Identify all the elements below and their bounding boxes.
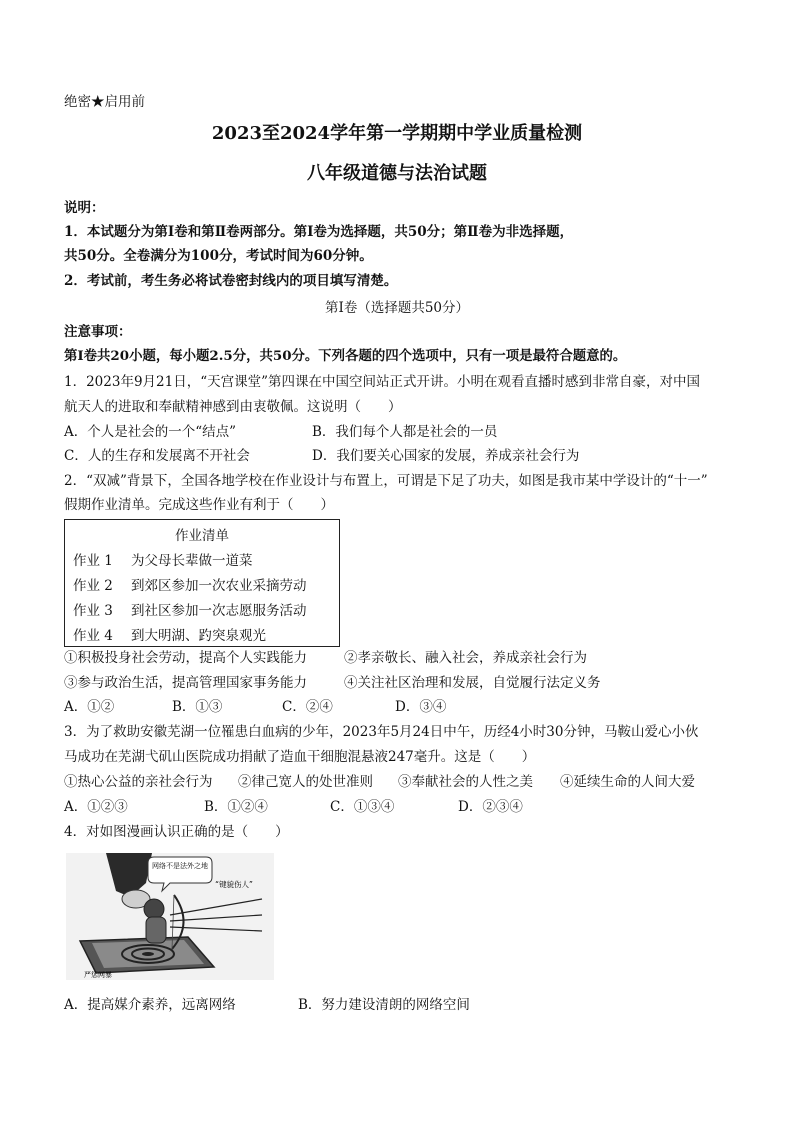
q2-statement-1: ①积极投身社会劳动，提高个人实践能力: [64, 650, 307, 666]
q1-stem-1: 1．2023年9月21日，“天宫课堂”第四课在中国空间站正式开讲。小明在观看直播时感到非常自豪，对中国: [64, 374, 701, 390]
notice-text: 第Ⅰ卷共20小题，每小题2.5分，共50分。下列各题的四个选项中，只有一项是最符合题意的。: [64, 348, 627, 364]
q2-option-a: A．①②: [64, 699, 115, 715]
q2-option-b: B．①③: [172, 699, 223, 715]
homework-list-title: 作业清单: [175, 528, 229, 544]
q1-stem-2: 航天人的进取和奉献精神感到由衷敬佩。这说明（ ）: [64, 399, 402, 415]
q3-option-b: B．①②④: [204, 799, 268, 815]
q3-stem-2: 马成功在芜湖弋矶山医院成功捐献了造血干细胞混悬液247毫升。这是（ ）: [64, 749, 536, 765]
q3-option-d: D．②③④: [458, 799, 523, 815]
q4-stem: 4．对如图漫画认识正确的是（ ）: [64, 824, 289, 840]
q2-stem-2: 假期作业清单。完成这些作业有利于（ ）: [64, 497, 334, 513]
table-row: 作业 2 到郊区参加一次农业采摘劳动: [73, 578, 307, 594]
notice-label: 注意事项：: [64, 324, 132, 340]
table-row: 作业 1 为父母长辈做一道菜: [73, 553, 253, 569]
q3-statement-2: ②律己宽人的处世准则: [238, 774, 373, 790]
homework-list-table: [64, 519, 340, 647]
q1-option-b: B．我们每个人都是社会的一员: [312, 424, 498, 440]
q1-option-c: C．人的生存和发展离不开社会: [64, 448, 250, 464]
q2-option-d: D．③④: [395, 699, 447, 715]
q2-statement-3: ③参与政治生活，提高管理国家事务能力: [64, 675, 307, 691]
q1-option-a: A．个人是社会的一个“结点”: [64, 424, 237, 440]
instructions-label: 说明：: [64, 200, 105, 216]
q2-statement-2: ②孝亲敬长、融入社会，养成亲社会行为: [344, 650, 587, 666]
table-row: 作业 3 到社区参加一次志愿服务活动: [73, 603, 307, 619]
instruction-line-3: 2．考试前，考生务必将试卷密封线内的项目填写清楚。: [64, 273, 398, 289]
table-row: 作业 4 到大明湖、趵突泉观光: [73, 628, 266, 644]
section-1-title: 第Ⅰ卷（选择题共50分）: [324, 300, 469, 316]
exam-subtitle: 八年级道德与法治试题: [307, 163, 487, 184]
instruction-line-1: 1．本试题分为第Ⅰ卷和第Ⅱ卷两部分。第Ⅰ卷为选择题，共50分；第Ⅱ卷为非选择题，: [64, 224, 574, 240]
secret-mark: 绝密★启用前: [64, 94, 145, 110]
q4-option-a: A．提高媒介素养，远离网络: [64, 997, 236, 1013]
q2-statement-4: ④关注社区治理和发展，自觉履行法定义务: [344, 675, 601, 691]
q3-option-c: C．①③④: [330, 799, 395, 815]
q1-option-d: D．我们要关心国家的发展，养成亲社会行为: [312, 448, 580, 464]
q3-statement-1: ①热心公益的亲社会行为: [64, 774, 213, 790]
q2-stem-1: 2．“双减”背景下，全国各地学校在作业设计与布置上，可谓是下足了功夫，如图是我市某中学设计的“十一”: [64, 473, 708, 489]
instruction-line-2: 共50分。全卷满分为100分，考试时间为60分钟。: [64, 248, 373, 264]
cartoon-caption: 严惩网暴: [84, 971, 112, 979]
cartoon-bubble-text: 网络不是法外之地: [152, 862, 208, 870]
q3-stem-1: 3．为了救助安徽芜湖一位罹患白血病的少年，2023年5月24日中午，历经4小时30分钟，马鞍山爱心小伙: [64, 724, 699, 740]
q4-option-b: B．努力建设清朗的网络空间: [298, 997, 470, 1013]
q2-option-c: C．②④: [282, 699, 333, 715]
q3-statement-4: ④延续生命的人间大爱: [560, 774, 695, 790]
cartoon-image: [66, 853, 274, 980]
q3-statement-3: ③奉献社会的人性之美: [398, 774, 533, 790]
cartoon-arrow-label: “键貌伤人”: [215, 880, 253, 889]
exam-title: 2023至2024学年第一学期期中学业质量检测: [211, 123, 583, 144]
q3-option-a: A．①②③: [64, 799, 128, 815]
